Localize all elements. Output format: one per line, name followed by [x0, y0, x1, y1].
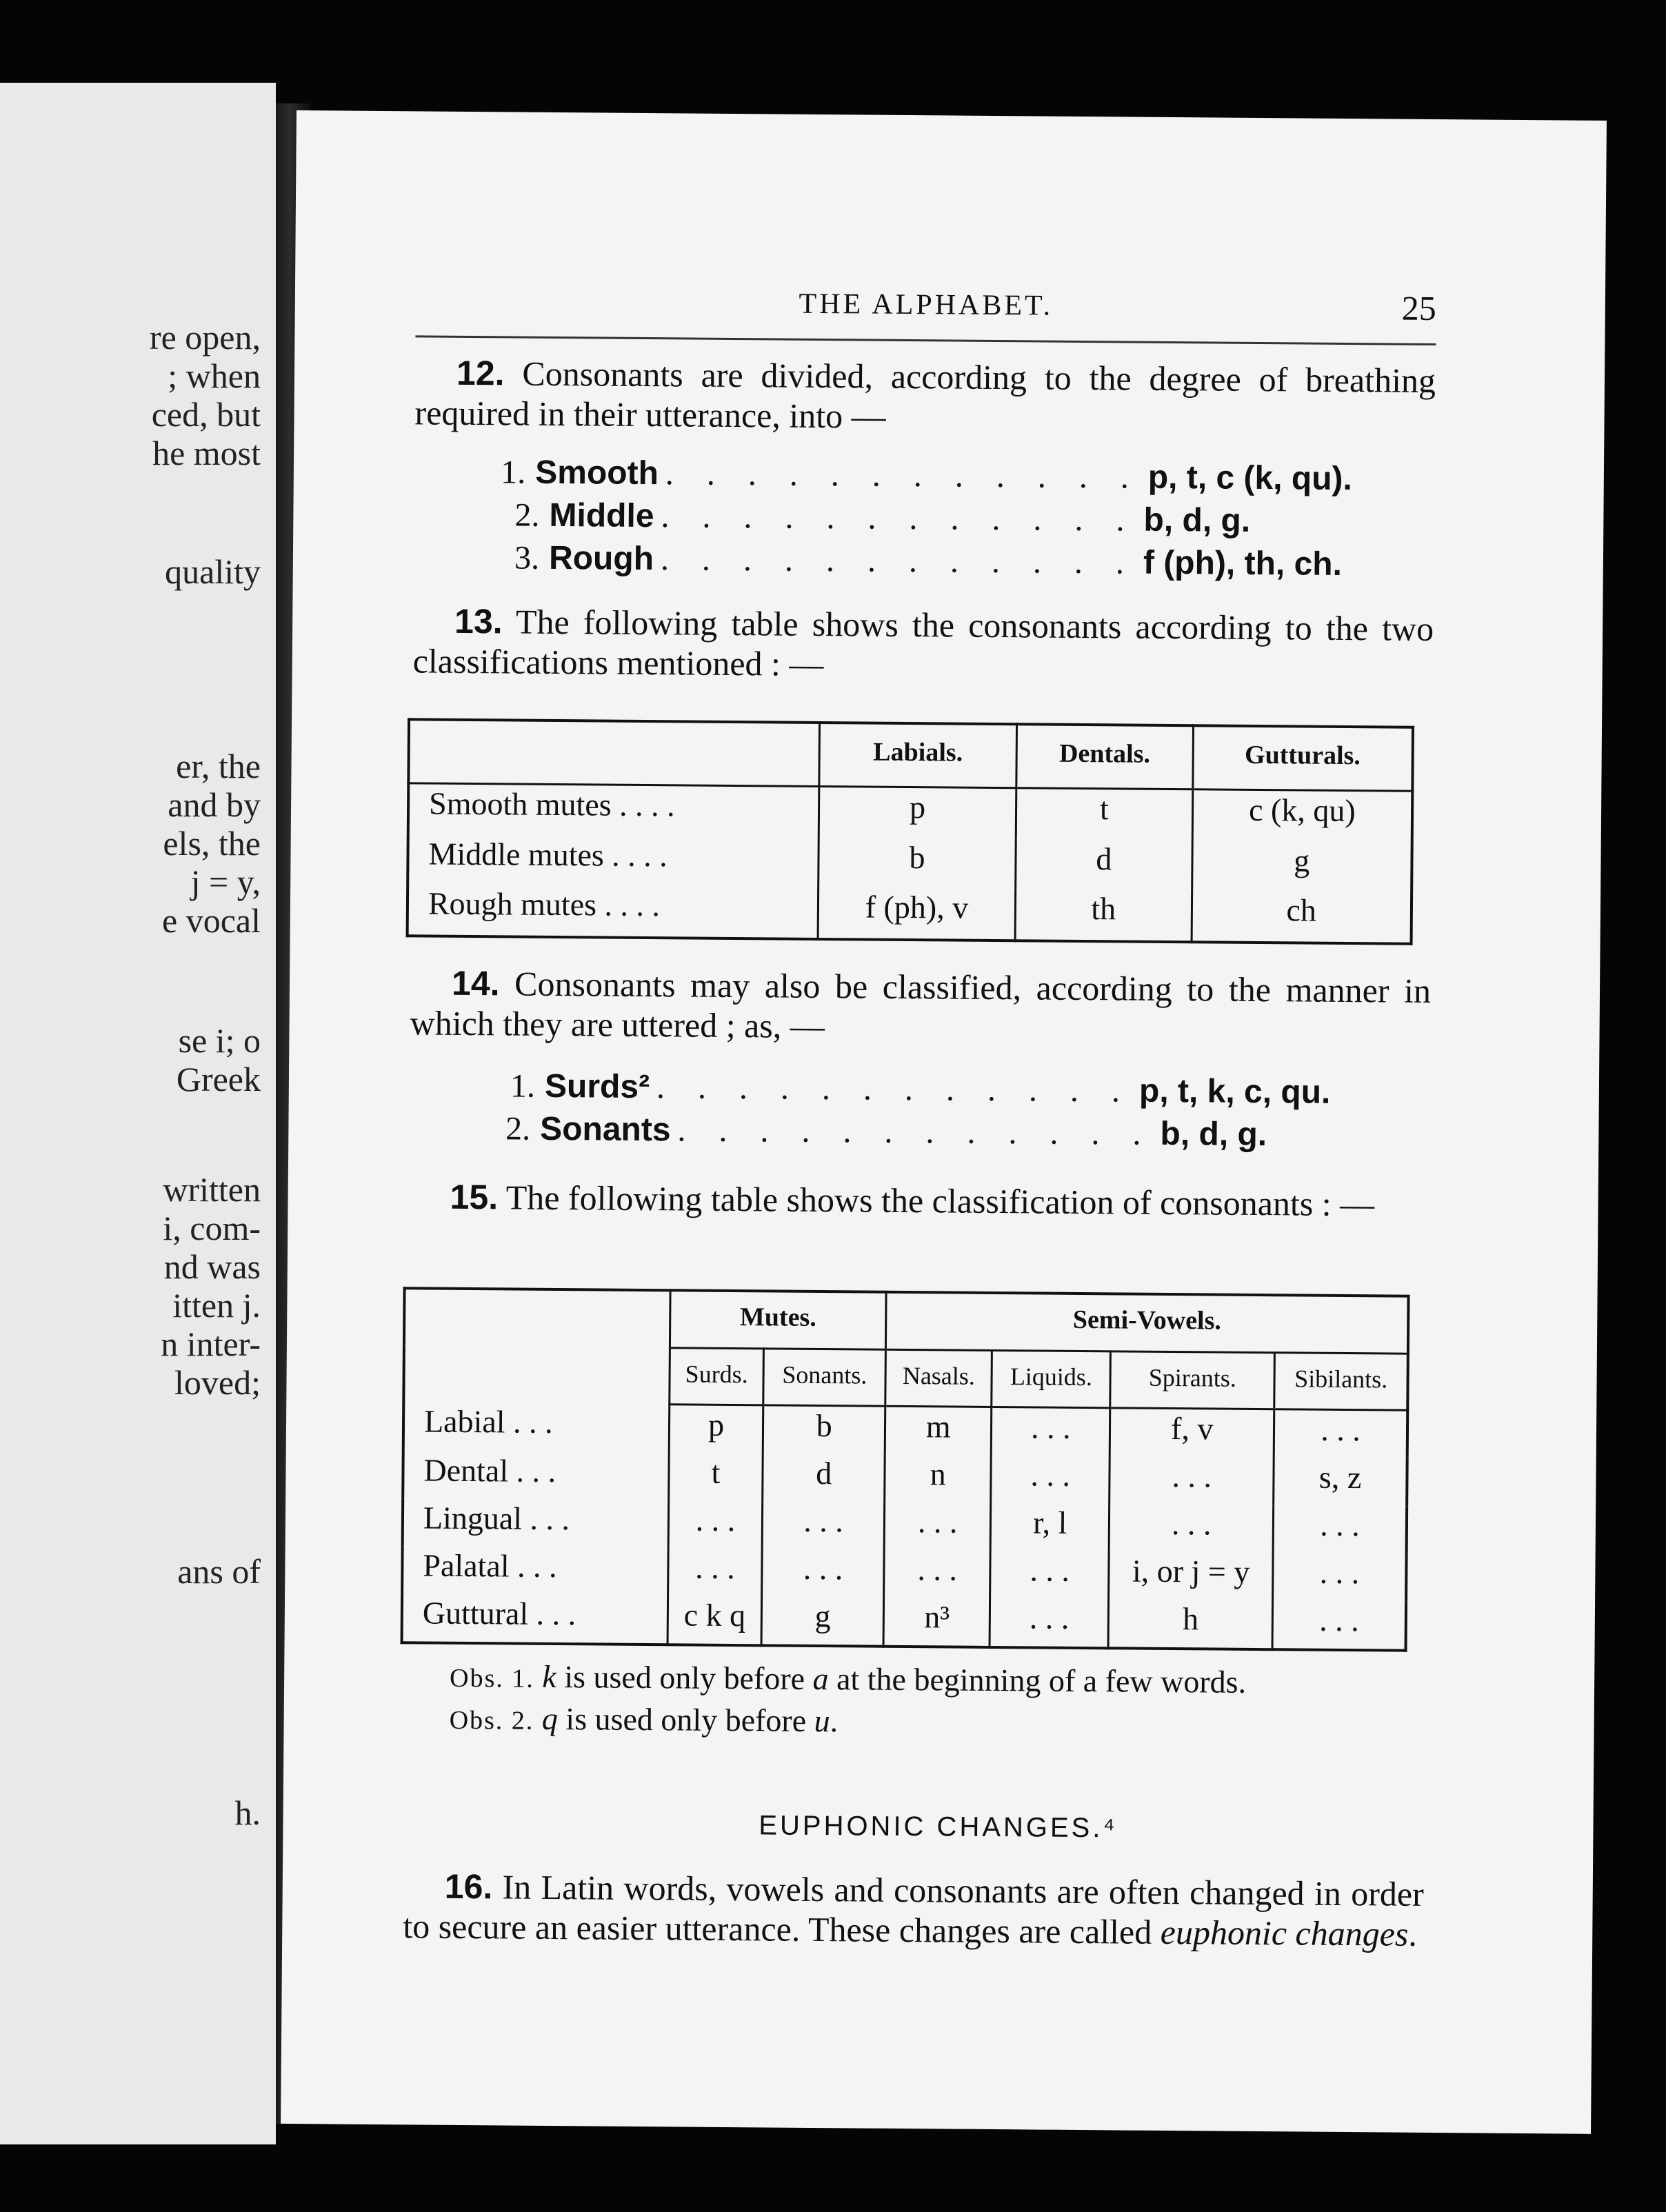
table-cell: f, v: [1110, 1408, 1274, 1458]
item-value: b, d, g.: [1143, 501, 1251, 539]
page-number: 25: [1401, 288, 1437, 328]
row-label: Dental . . .: [423, 1452, 556, 1489]
left-page: [0, 83, 276, 2144]
table-cell: m: [885, 1406, 992, 1456]
table-cell: t: [1016, 788, 1192, 841]
section-number: 12.: [456, 353, 505, 393]
table-cell: . . .: [990, 1598, 1109, 1649]
section-16: [403, 1866, 1424, 1954]
list-item: [492, 1109, 1347, 1159]
section-text: Consonants are divided, according to the degree of breathing required in their utterance, into —: [414, 354, 1436, 436]
group-header-row: [404, 1288, 1409, 1353]
left-page-fragment: quality: [165, 552, 261, 591]
section-number: 15.: [450, 1177, 499, 1217]
leader-dots: . . . . . . . . . . . .: [665, 455, 1142, 496]
item-number: 1.: [501, 454, 526, 491]
column-header: Spirants.: [1110, 1351, 1275, 1409]
left-page-fragment: written: [163, 1170, 261, 1209]
item-term: Rough: [548, 539, 654, 578]
column-header: Liquids.: [992, 1350, 1111, 1408]
left-page-fragment: n inter-: [161, 1325, 261, 1363]
row-label: Lingual . . .: [423, 1500, 570, 1537]
observation-letter: q: [541, 1700, 559, 1737]
observations: [449, 1656, 1246, 1747]
column-group-header: Semi-Vowels.: [886, 1292, 1409, 1354]
table-cell: n³: [883, 1597, 990, 1647]
left-page-fragment: itten j.: [172, 1286, 261, 1325]
observation-lead: Obs. 1.: [449, 1663, 535, 1693]
left-page-fragment: els, the: [163, 824, 261, 863]
table-cell: . . .: [990, 1551, 1110, 1599]
table-cell: . . .: [668, 1500, 763, 1549]
column-header: Sonants.: [763, 1348, 886, 1406]
emphasis: euphonic changes: [1160, 1912, 1409, 1953]
item-value: p, t, k, c, qu.: [1138, 1072, 1331, 1111]
row-label: Smooth mutes . . . .: [428, 785, 675, 823]
observation-lead: Obs. 2.: [449, 1705, 534, 1736]
table-cell: s, z: [1274, 1458, 1407, 1506]
list-item: [496, 496, 1352, 545]
table-cell: d: [763, 1454, 885, 1502]
left-page-fragment: re open,: [149, 318, 261, 356]
observation-letter: a: [812, 1660, 829, 1697]
section-number: 13.: [454, 601, 503, 641]
table-cell: ch: [1192, 890, 1412, 943]
item-value: f (ph), th, ch.: [1143, 544, 1343, 583]
row-label: Rough mutes . . . .: [428, 885, 661, 923]
left-page-fragment: i, com-: [163, 1209, 261, 1247]
left-page-fragment: ; when: [168, 356, 261, 395]
table-cell: c k q: [668, 1596, 762, 1645]
table-cell: . . .: [991, 1456, 1110, 1504]
left-page-fragment: h.: [234, 1793, 261, 1832]
table-cell: . . .: [668, 1548, 763, 1596]
running-header: [415, 280, 1436, 345]
table-cell: . . .: [1110, 1456, 1274, 1505]
observation-letter: k: [542, 1658, 557, 1695]
observation-text: .: [830, 1703, 839, 1739]
table-cell: c (k, qu): [1192, 790, 1412, 843]
table-cell: . . .: [1274, 1409, 1407, 1459]
left-page-fragment: ans of: [177, 1552, 261, 1591]
table-row: [402, 1546, 1406, 1601]
blank-cell: [408, 719, 819, 786]
table-cell: n: [885, 1455, 992, 1503]
list-item: [497, 453, 1352, 503]
section-13: [413, 601, 1434, 689]
item-value: p, t, c (k, qu).: [1147, 459, 1353, 498]
table-cell: p: [669, 1405, 763, 1454]
breathing-list: [496, 453, 1352, 588]
left-page-fragment: nd was: [163, 1247, 261, 1286]
left-page-fragment: ced, but: [151, 395, 261, 434]
leader-dots: . . . . . . . . . . . .: [656, 1069, 1133, 1109]
blank-cell: [403, 1288, 670, 1404]
table-cell: . . .: [1273, 1505, 1407, 1554]
consonant-classification-table: [401, 1287, 1410, 1651]
left-page-fragment: and by: [168, 785, 261, 824]
table-cell: b: [763, 1405, 885, 1455]
column-group-header: Mutes.: [670, 1290, 886, 1349]
list-item: [496, 539, 1352, 588]
column-header: Labials.: [819, 723, 1017, 788]
table-cell: g: [761, 1596, 884, 1647]
mutes-table: [406, 718, 1414, 945]
left-page-fragment: loved;: [174, 1363, 261, 1402]
observation-line: [449, 1698, 1245, 1747]
column-header: Gutturals.: [1192, 725, 1413, 791]
left-page-fragment: Greek: [176, 1060, 261, 1098]
observation-text: is used only before: [565, 1701, 807, 1738]
table-cell: f (ph), v: [818, 887, 1016, 941]
section-text: The following table shows the classification of consonants : —: [505, 1178, 1375, 1224]
table-row: [408, 783, 1413, 843]
table-row: [408, 834, 1412, 892]
column-header: Nasals.: [885, 1349, 992, 1407]
table-cell: . . .: [884, 1502, 991, 1551]
table-cell: . . .: [992, 1407, 1111, 1456]
table-cell: p: [819, 786, 1016, 839]
left-page-fragment: e vocal: [162, 901, 261, 940]
item-term: Middle: [549, 496, 654, 535]
utterance-list: [492, 1067, 1347, 1159]
table-cell: d: [1016, 839, 1192, 890]
item-number: 2.: [505, 1110, 531, 1147]
table-row: [403, 1451, 1407, 1506]
table-row: [403, 1402, 1408, 1459]
section-number: 16.: [444, 1867, 493, 1907]
table-cell: th: [1015, 889, 1192, 942]
section-14: [410, 963, 1431, 1051]
row-label: Labial . . .: [423, 1403, 553, 1440]
left-page-fragment: er, the: [176, 747, 261, 785]
header-row: [408, 719, 1413, 791]
table-row: [402, 1593, 1407, 1651]
table-cell: r, l: [990, 1503, 1110, 1551]
leader-dots: . . . . . . . . . . . .: [677, 1112, 1154, 1152]
row-label: Middle mutes . . . .: [428, 836, 668, 873]
observation-letter: u: [814, 1702, 830, 1739]
section-text: In Latin words, vowels and consonants are often changed in order to secure an easier utterance. These changes are called: [403, 1867, 1424, 1951]
row-label: Palatal . . .: [423, 1547, 557, 1584]
observation-text: is used only before: [564, 1659, 805, 1696]
table-cell: i, or j = y: [1109, 1551, 1273, 1600]
list-item: [492, 1067, 1347, 1116]
section-12: [414, 352, 1436, 441]
table-cell: h: [1108, 1599, 1272, 1649]
item-number: 2.: [514, 496, 540, 534]
left-page-fragment: j = y,: [190, 863, 261, 901]
column-header: Surds.: [670, 1347, 764, 1405]
column-header: Dentals.: [1016, 724, 1193, 789]
item-term: Smooth: [535, 454, 659, 492]
item-term: Surds²: [544, 1067, 650, 1106]
item-number: 3.: [514, 539, 540, 576]
table-row: [408, 884, 1412, 943]
section-15: [408, 1176, 1429, 1225]
table-cell: . . .: [884, 1550, 991, 1598]
section-text: The following table shows the consonants according to the two classifications mentioned : —: [412, 602, 1434, 684]
table-cell: . . .: [1272, 1600, 1406, 1651]
section-number: 14.: [451, 963, 500, 1003]
table-cell: g: [1192, 841, 1412, 892]
leader-dots: . . . . . . . . . . . .: [660, 541, 1137, 581]
section-heading: EUPHONIC CHANGES.⁴: [759, 1810, 1118, 1844]
item-number: 1.: [510, 1067, 536, 1105]
section-text: Consonants may also be classified, according to the manner in which they are uttered ; as, —: [410, 964, 1432, 1046]
item-value: b, d, g.: [1160, 1115, 1267, 1154]
item-term: Sonants: [539, 1110, 671, 1149]
table-row: [403, 1498, 1407, 1554]
table-cell: . . .: [762, 1549, 885, 1597]
leader-dots: . . . . . . . . . . . .: [661, 498, 1137, 539]
left-page-fragment: se i; o: [178, 1021, 261, 1060]
table-cell: . . .: [762, 1501, 885, 1549]
observation-line: [450, 1656, 1246, 1705]
running-title: THE ALPHABET.: [799, 288, 1054, 322]
row-label: Guttural . . .: [422, 1595, 576, 1631]
right-page: [281, 110, 1607, 2134]
table-cell: t: [669, 1453, 763, 1501]
observation-text: at the beginning of a few words.: [836, 1661, 1247, 1700]
table-cell: . . .: [1109, 1504, 1273, 1553]
left-page-fragment: he most: [152, 434, 261, 472]
table-cell: b: [819, 838, 1016, 889]
column-header: Sibilants.: [1274, 1352, 1408, 1410]
period: .: [1408, 1914, 1418, 1953]
table-cell: . . .: [1273, 1553, 1407, 1601]
